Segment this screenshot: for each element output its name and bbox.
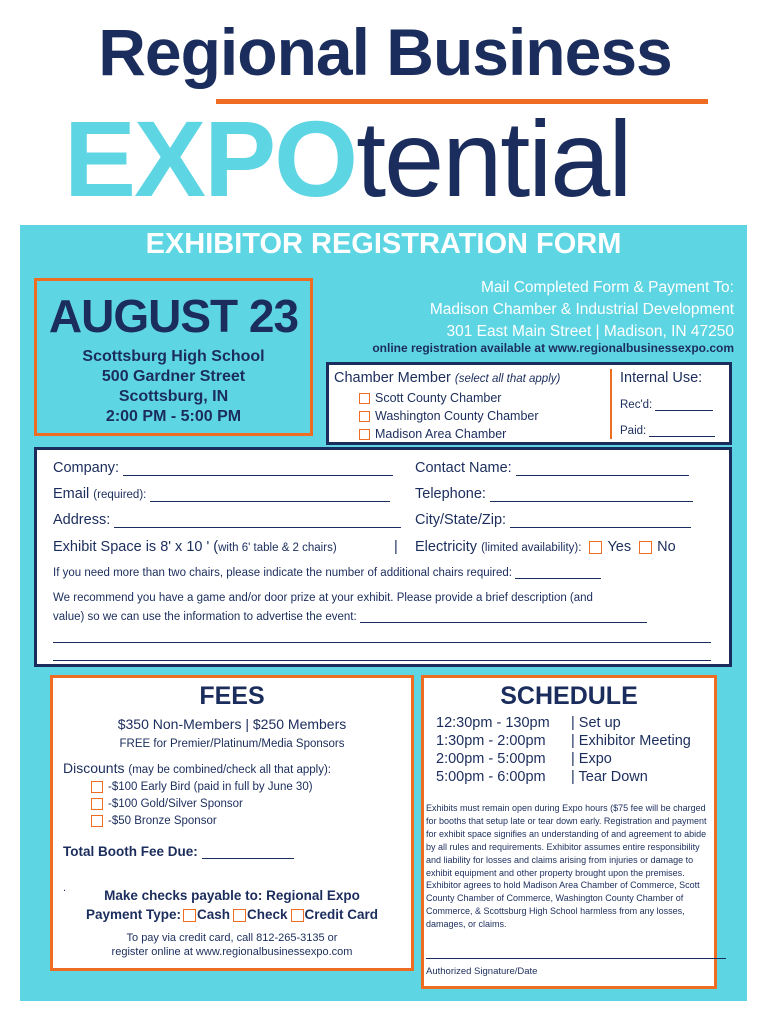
terms-text: Exhibits must remain open during Expo hours ($75 fee will be charged for booths that setup late or tear down early. Registration and payment for exhibit space signifies an understanding of and agreement to abide by all rules and requirements. Exhibitor assumes entire responsibility and liability for losses and claims arising from injuries or damage to exhibit equipment and other property brought upon the premises. Exhibitor agrees to hold Madison Area Chamber of Commerce, Scott County Chamber of Commerce, Washington County Chamber of Commerce, & Scottsburg High School harmless from any losses, damages, or claims.	[426, 803, 707, 930]
credit-card-info: To pay via credit card, call 812-265-3135 or register online at www.regionalbusinessexpo.com	[111, 932, 353, 958]
total-fee-input[interactable]	[202, 858, 294, 859]
prize-input[interactable]	[360, 622, 647, 623]
address-input[interactable]	[114, 527, 401, 528]
cash-checkbox[interactable]	[183, 909, 196, 922]
contact-input[interactable]	[516, 475, 689, 476]
company-input[interactable]	[123, 475, 393, 476]
registration-fields	[34, 447, 732, 667]
exhibit-space: Exhibit Space is 8' x 10 ' (with 6' table & 2 chairs)	[53, 539, 337, 555]
chamber-note: (select all that apply)	[454, 373, 561, 385]
schedule-row: 2:00pm - 5:00pm | Expo	[436, 751, 612, 767]
payment-type: Payment Type: Cash Check Credit Card	[85, 907, 379, 922]
telephone-input[interactable]	[490, 501, 693, 502]
chamber-option[interactable]: Madison Area Chamber	[359, 425, 539, 443]
location-line: 500 Gardner Street	[101, 368, 246, 385]
additional-chairs[interactable]: If you need more than two chairs, please indicate the number of additional chairs required:	[53, 567, 601, 579]
chamber-option[interactable]: Scott County Chamber	[359, 389, 539, 407]
event-location	[37, 347, 310, 427]
mail-line: Madison Chamber & Industrial Development	[429, 301, 734, 318]
event-date: AUGUST 23	[48, 290, 299, 342]
location-line: Scottsburg High School	[82, 348, 265, 365]
location-line: 2:00 PM - 5:00 PM	[105, 408, 242, 425]
telephone-field[interactable]: Telephone:	[415, 486, 693, 502]
separator: |	[394, 539, 398, 555]
email-input[interactable]	[150, 501, 390, 502]
chamber-label: Chamber Member	[334, 370, 451, 386]
check-checkbox[interactable]	[233, 909, 246, 922]
prize-line[interactable]	[53, 642, 711, 643]
contact-field[interactable]: Contact Name:	[415, 460, 689, 476]
discounts-label: Discounts (may be combined/check all that apply):	[63, 760, 331, 776]
city-input[interactable]	[510, 527, 691, 528]
chamber-box	[326, 362, 732, 445]
date-box	[34, 278, 313, 436]
fees-box	[50, 675, 414, 971]
fees-free: FREE for Premier/Platinum/Media Sponsors	[119, 738, 345, 750]
title-expotential	[64, 100, 630, 219]
prize-line[interactable]	[53, 660, 711, 661]
chamber-option[interactable]: Washington County Chamber	[359, 407, 539, 425]
schedule-box	[421, 675, 717, 989]
electricity-row: Electricity (limited availability): Yes No	[415, 539, 676, 555]
title-tential: tential	[356, 98, 631, 219]
chairs-input[interactable]	[515, 578, 601, 579]
fees-price: $350 Non-Members | $250 Members	[117, 716, 347, 732]
title-expo: EXPO	[64, 98, 357, 219]
dot-mark: .	[63, 882, 67, 894]
schedule-row: 12:30pm - 130pm | Set up	[436, 715, 621, 731]
schedule-title: SCHEDULE	[500, 682, 638, 710]
recd-field[interactable]: Rec'd:	[620, 399, 713, 411]
checkbox[interactable]	[359, 411, 370, 422]
discount-option[interactable]: -$50 Bronze Sponsor	[91, 813, 313, 830]
schedule-row: 5:00pm - 6:00pm | Tear Down	[436, 769, 648, 785]
form-heading: EXHIBITOR REGISTRATION FORM	[145, 228, 622, 260]
discount-options	[91, 779, 313, 830]
mail-address	[430, 277, 734, 343]
prize-text-1: We recommend you have a game and/or door prize at your exhibit. Please provide a brief description (and	[53, 592, 593, 604]
discount-option[interactable]: -$100 Early Bird (paid in full by June 30)	[91, 779, 313, 796]
checkbox[interactable]	[91, 798, 103, 810]
checks-payable: Make checks payable to: Regional Expo	[104, 888, 360, 903]
checkbox[interactable]	[359, 429, 370, 440]
internal-divider	[610, 369, 612, 439]
address-field[interactable]: Address:	[53, 512, 401, 528]
chamber-options	[359, 389, 539, 443]
signature-label: Authorized Signature/Date	[426, 966, 538, 977]
chamber-label-row	[334, 370, 560, 386]
online-registration-note: online registration available at www.regionalbusinessexpo.com	[372, 341, 734, 355]
checkbox[interactable]	[359, 393, 370, 404]
title-regional-business: Regional Business	[98, 15, 672, 89]
fees-title: FEES	[199, 682, 265, 710]
city-field[interactable]: City/State/Zip:	[415, 512, 691, 528]
mail-line: Mail Completed Form & Payment To:	[481, 279, 734, 296]
mail-line: 301 East Main Street | Madison, IN 47250	[446, 323, 734, 340]
email-field[interactable]: Email (required):	[53, 486, 390, 502]
discount-option[interactable]: -$100 Gold/Silver Sponsor	[91, 796, 313, 813]
electricity-no-checkbox[interactable]	[639, 541, 652, 554]
company-field[interactable]: Company:	[53, 460, 393, 476]
schedule-row: 1:30pm - 2:00pm | Exhibitor Meeting	[436, 733, 691, 749]
prize-field[interactable]: value) so we can use the information to advertise the event:	[53, 611, 647, 623]
checkbox[interactable]	[91, 781, 103, 793]
paid-field[interactable]: Paid:	[620, 425, 715, 437]
credit-card-checkbox[interactable]	[291, 909, 304, 922]
checkbox[interactable]	[91, 815, 103, 827]
signature-line[interactable]	[426, 958, 726, 959]
electricity-yes-checkbox[interactable]	[589, 541, 602, 554]
schedule-list	[436, 714, 691, 786]
internal-use-label: Internal Use:	[620, 370, 703, 386]
location-line: Scottsburg, IN	[118, 388, 229, 405]
total-fee[interactable]: Total Booth Fee Due:	[63, 844, 294, 859]
